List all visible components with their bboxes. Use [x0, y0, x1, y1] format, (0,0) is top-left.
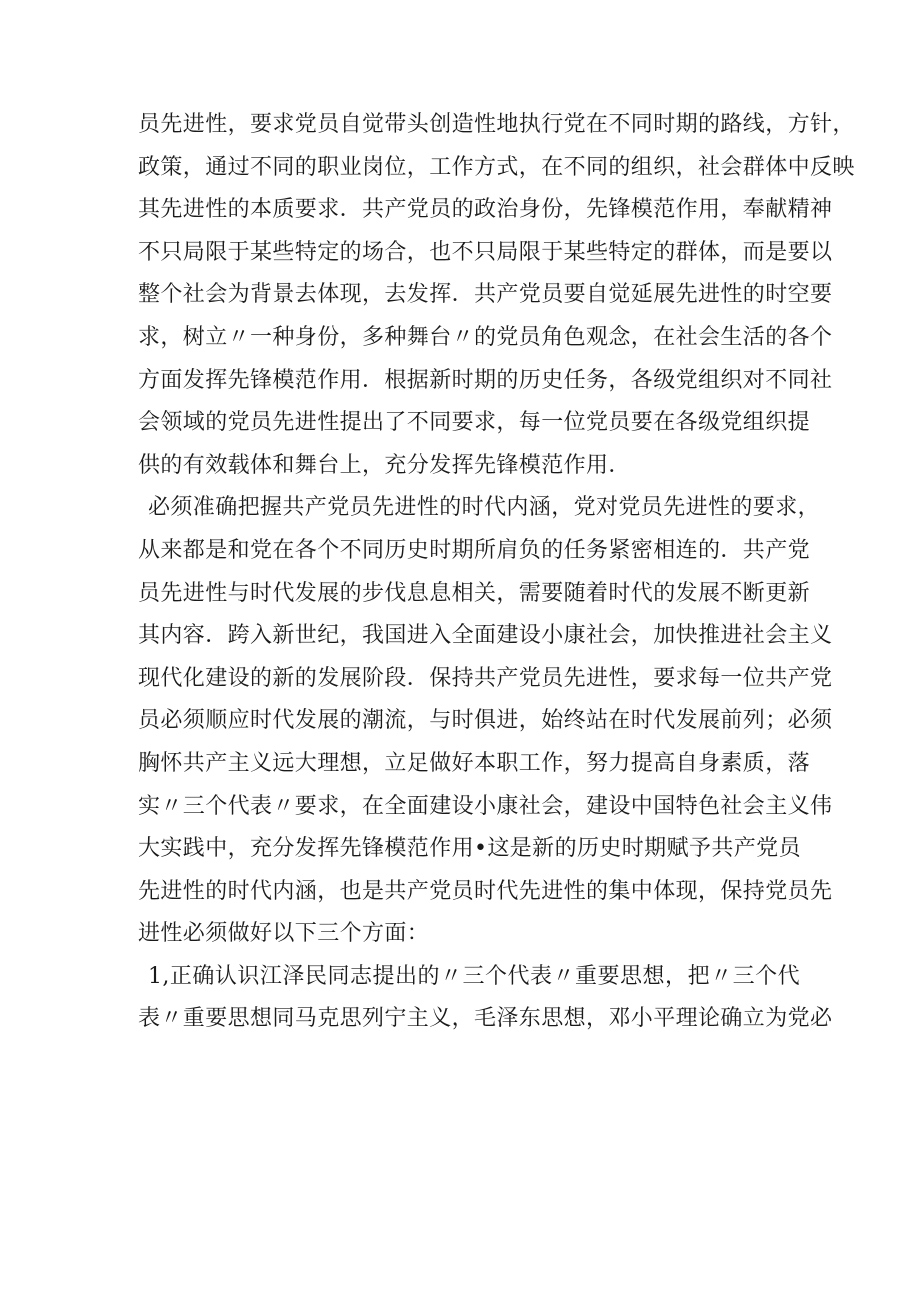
text-line: 其内容．跨入新世纪，我国进入全面建设小康社会，加快推进社会主义 — [138, 623, 833, 649]
text-line: 不只局限于某些特定的场合，也不只局限于某些特定的群体，而是要以 — [138, 239, 833, 265]
text-line: 先进性的时代内涵，也是共产党员时代先进性的集中体现，保持党员先 — [138, 878, 833, 904]
text-line: 必须准确把握共产党员先进性的时代内涵，党对党员先进性的要求， — [148, 495, 821, 521]
text-line: 实〃三个代表〃要求，在全面建设小康社会，建设中国特色社会主义伟 — [138, 793, 833, 819]
text-line: 员先进性与时代发展的步伐息息相关，需要随着时代的发展不断更新 — [138, 580, 811, 606]
text-line: 进性必须做好以下三个方面： — [138, 921, 430, 947]
text-line: 现代化建设的新的发展阶段．保持共产党员先进性，要求每一位共产党 — [138, 665, 833, 691]
text-line: 员必须顺应时代发展的潮流，与时俱进，始终站在时代发展前列；必须 — [138, 708, 833, 734]
text-line: 整个社会为背景去体现，去发挥．共产党员要自觉延展先进性的时空要 — [138, 282, 833, 308]
text-line: 其先进性的本质要求．共产党员的政治身份，先锋模范作用，奉献精神 — [138, 197, 833, 223]
text-line: 表〃重要思想同马克思列宁主义，毛泽东思想，邓小平理论确立为党必 — [138, 1006, 833, 1032]
text-line: 从来都是和党在各个不同历史时期所肩负的任务紧密相连的．共产党 — [138, 537, 811, 563]
text-line: 胸怀共产主义远大理想，立足做好本职工作，努力提高自身素质，落 — [138, 750, 811, 776]
text-line: 求，树立〃一种身份，多种舞台〃的党员角色观念，在社会生活的各个 — [138, 324, 833, 350]
text-line: 员先进性，要求党员自觉带头创造性地执行党在不同时期的路线，方针， — [138, 112, 855, 137]
text-line: 方面发挥先锋模范作用．根据新时期的历史任务，各级党组织对不同社 — [138, 367, 833, 393]
text-line: 政策，通过不同的职业岗位，工作方式，在不同的组织，社会群体中反映 — [138, 154, 855, 180]
text-line: 1,正确认识江泽民同志提出的〃三个代表〃重要思想，把〃三个代 — [148, 963, 800, 989]
body-text — [138, 104, 855, 1041]
text-line: 供的有效载体和舞台上，充分发挥先锋模范作用． — [138, 452, 631, 478]
text-line: 会领域的党员先进性提出了不同要求，每一位党员要在各级党组织提 — [138, 410, 811, 436]
text-line: 大实践中，充分发挥先锋模范作用•这是新的历史时期赋予共产党员 — [138, 836, 801, 862]
